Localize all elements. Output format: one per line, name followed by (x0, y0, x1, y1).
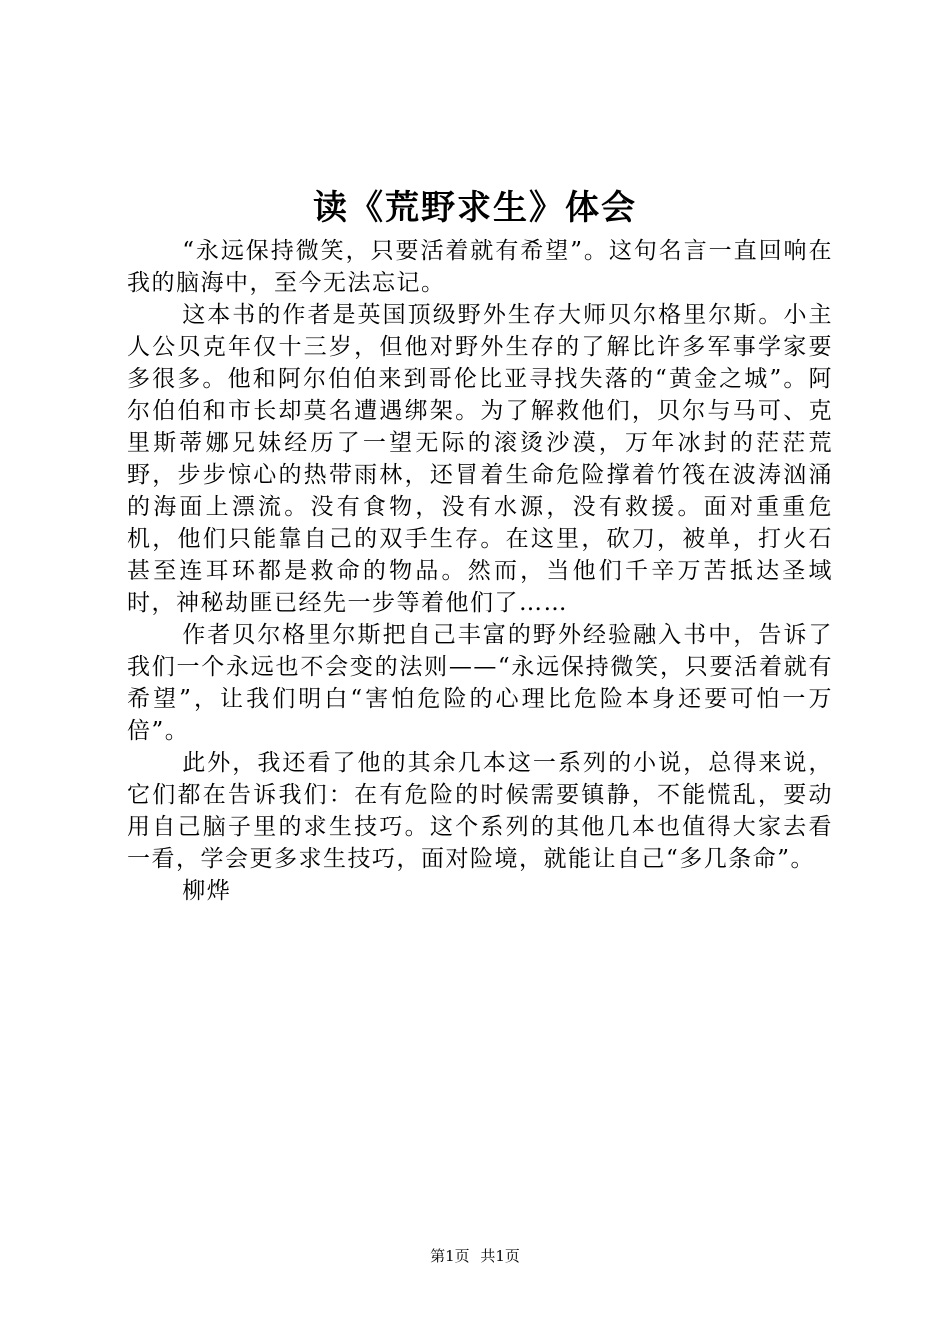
paragraph-3: 作者贝尔格里尔斯把自己丰富的野外经验融入书中，告诉了我们一个永远也不会变的法则——“永远保持微笑，只要活着就有希望”，让我们明白“害怕危险的心理比危险本身还要可怕一万倍”。 (127, 622, 833, 744)
author-signature: 柳烨 (182, 878, 232, 904)
document-body (127, 235, 833, 907)
paragraph-1: “永远保持微笑，只要活着就有希望”。这句名言一直回响在我的脑海中，至今无法忘记。 (127, 238, 833, 296)
page-footer (0, 1246, 950, 1266)
page-total: 共1页 (480, 1247, 520, 1265)
document-title: 读《荒野求生》体会 (313, 188, 637, 228)
page-number: 第1页 (430, 1247, 470, 1265)
paragraph-2: 这本书的作者是英国顶级野外生存大师贝尔格里尔斯。小主人公贝克年仅十三岁，但他对野外生存的了解比许多军事学家要多很多。他和阿尔伯伯来到哥伦比亚寻找失落的“黄金之城”。阿尔伯伯和市长却莫名遭遇绑架。为了解救他们，贝尔与马可、克里斯蒂娜兄妹经历了一望无际的滚烫沙漠，万年冰封的茫茫荒野，步步惊心的热带雨林，还冒着生命危险撑着竹筏在波涛汹涌的海面上漂流。没有食物，没有水源，没有救援。面对重重危机，他们只能靠自己的双手生存。在这里，砍刀，被单，打火石甚至连耳环都是救命的物品。然而，当他们千辛万苦抵达圣域时，神秘劫匪已经先一步等着他们了…… (127, 302, 833, 616)
paragraph-4: 此外，我还看了他的其余几本这一系列的小说，总得来说，它们都在告诉我们：在有危险的时候需要镇静，不能慌乱，要动用自己脑子里的求生技巧。这个系列的其他几本也值得大家去看一看，学会更多求生技巧，面对险境，就能让自己“多几条命”。 (127, 750, 833, 872)
